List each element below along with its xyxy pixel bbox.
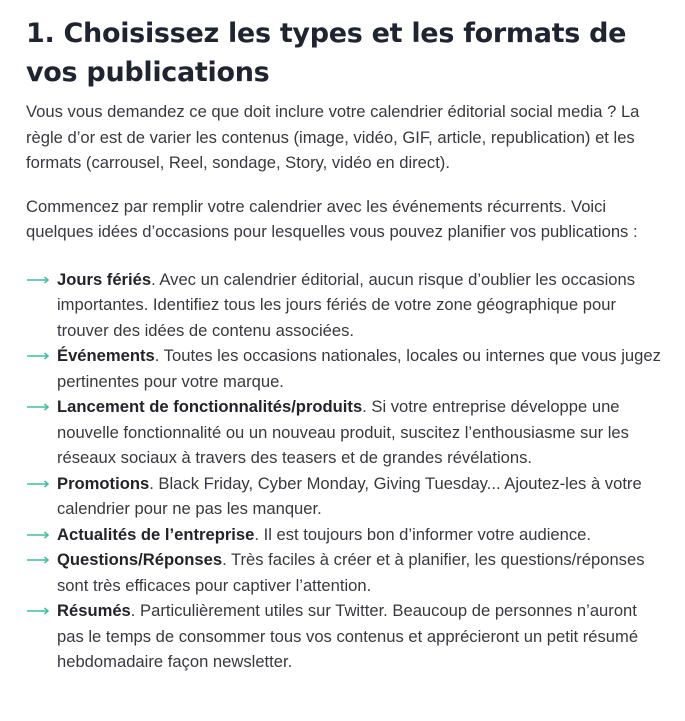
item-title: Lancement de fonctionnalités/produits <box>57 397 363 416</box>
events-paragraph: Commencez par remplir votre calendrier avec les événements récurrents. Voici quelques idées d’occasions pour lesquelles vous pouvez planifier vos publications : <box>26 196 638 241</box>
arrow-right-icon <box>26 343 52 368</box>
arrow-right-icon <box>26 267 52 292</box>
list-item-promotions <box>26 471 665 522</box>
item-title: Questions/Réponses <box>57 550 223 569</box>
list-item-actualites <box>26 522 665 548</box>
arrow-right-icon <box>26 598 52 623</box>
arrow-right-icon <box>26 522 52 547</box>
list-item-resumes <box>26 598 665 675</box>
item-text: . Si votre entreprise développe une nouvelle fonctionnalité ou un nouveau produit, suscitez l’enthousiasme sur les réseaux sociaux à travers des teasers et de grandes révélations. <box>57 397 629 467</box>
list-item-evenements <box>26 343 665 394</box>
item-title: Jours fériés <box>57 269 152 289</box>
occasions-list <box>26 267 665 675</box>
item-text: . Avec un calendrier éditorial, aucun risque d’oublier les occasions importantes. Identifiez tous les jours fériés de votre zone géographique pour trouver des idées de contenu associées. <box>57 269 636 340</box>
list-item-jours-feries <box>26 267 665 344</box>
arrow-right-icon <box>26 394 52 419</box>
item-text: . Il est toujours bon d’informer votre audience. <box>254 524 592 544</box>
item-text: . Particulièrement utiles sur Twitter. Beaucoup de personnes n’auront pas le temps de consommer tous vos contenus et apprécieront un petit résumé hebdomadaire façon newsletter. <box>57 601 639 671</box>
arrow-right-icon <box>26 547 52 572</box>
section-heading: 1. Choisissez les types et les formats de vos publications <box>26 18 627 88</box>
item-title: Actualités de l’entreprise <box>57 524 255 544</box>
arrow-right-icon <box>26 471 52 496</box>
item-title: Promotions <box>57 473 150 493</box>
item-text: . Très faciles à créer et à planifier, les questions/réponses sont très efficaces pour captiver l’attention. <box>57 550 645 595</box>
item-title: Résumés <box>57 601 131 620</box>
item-title: Événements <box>57 346 155 365</box>
list-item-lancement <box>26 394 665 471</box>
item-text: . Toutes les occasions nationales, locales ou internes que vous jugez pertinentes pour votre marque. <box>57 346 661 391</box>
intro-paragraph: Vous vous demandez ce que doit inclure votre calendrier éditorial social media ? La règle d’or est de varier les contenus (image, vidéo, GIF, article, republication) et les formats (carrousel, Reel, sondage, Story, vidéo en direct). <box>26 102 640 172</box>
list-item-questions-reponses <box>26 547 665 598</box>
item-text: . Black Friday, Cyber Monday, Giving Tuesday... Ajoutez-les à votre calendrier pour ne pas les manquer. <box>57 473 642 518</box>
